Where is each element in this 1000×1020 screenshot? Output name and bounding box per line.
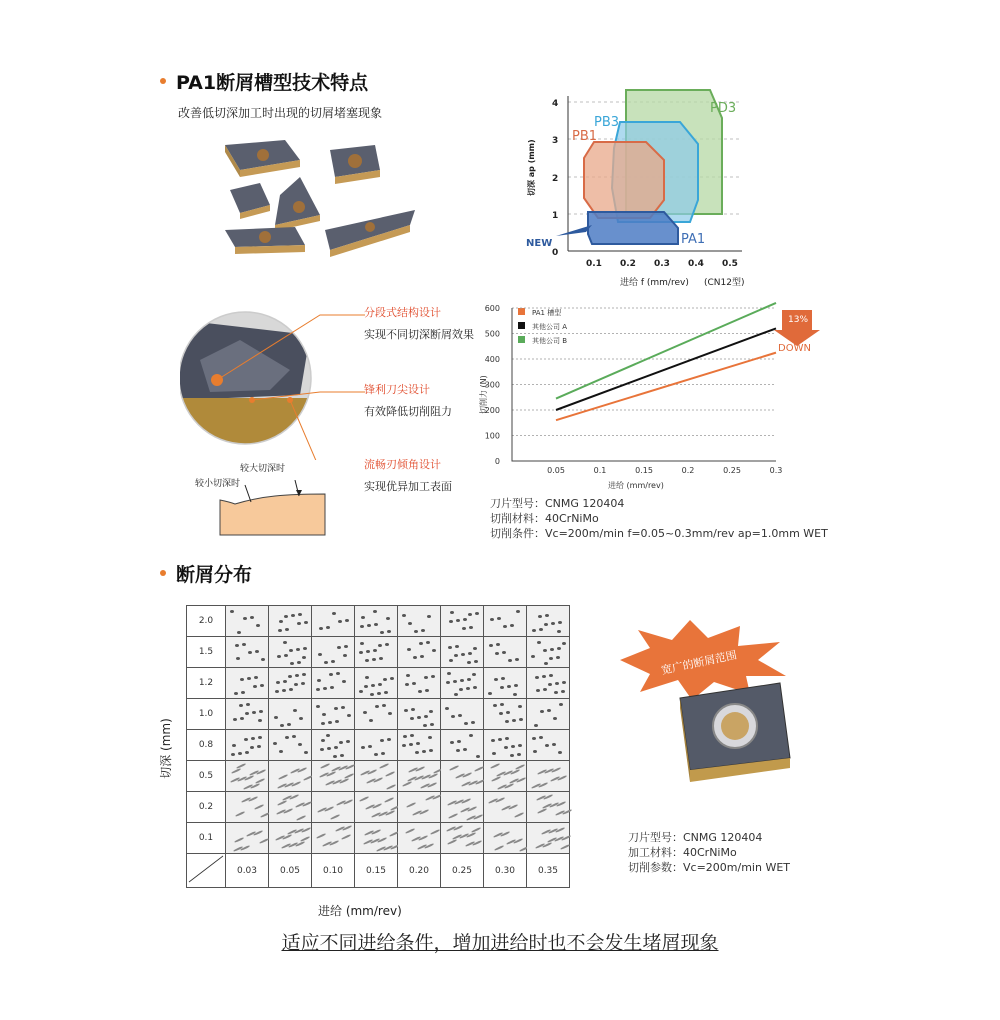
label-large-depth: 较大切深时 (240, 464, 286, 474)
depth-label: 0.8 (187, 730, 226, 761)
chip-sample-image (441, 699, 484, 730)
label-pd3: PD3 (710, 101, 737, 116)
chip-sample-image (355, 761, 398, 792)
feed-label: 0.35 (527, 854, 570, 888)
chip-sample-image (355, 730, 398, 761)
section-subtitle: 改善低切深加工时出现的切屑堵塞现象 (178, 106, 383, 120)
footer-tagline: 适应不同进给条件，增加进给时也不会发生堵屑现象 (281, 932, 719, 954)
region-note: (CN12型) (704, 278, 745, 288)
table-row (187, 699, 570, 730)
svg-text:0.1: 0.1 (586, 259, 602, 269)
y-tick-label: 600 (484, 304, 500, 313)
svg-text:4: 4 (552, 99, 559, 109)
x-tick-label: 0.25 (723, 466, 741, 475)
chip-sample-image (398, 761, 441, 792)
chip-sample-image (226, 606, 269, 637)
svg-text:1: 1 (552, 211, 559, 221)
chip-sample-image (398, 637, 441, 668)
svg-text:0.3: 0.3 (654, 259, 670, 269)
feed-label: 0.20 (398, 854, 441, 888)
feature-1-desc: 实现不同切深断屑效果 (364, 328, 474, 341)
label-new: NEW (526, 238, 553, 249)
chip-sample-image (269, 606, 312, 637)
chip-sample-image (441, 730, 484, 761)
chip-sample-image (269, 699, 312, 730)
section-bullet (160, 570, 166, 576)
chip-sample-image (226, 792, 269, 823)
chip-sample-image (527, 668, 570, 699)
x-tick-label: 0.3 (769, 466, 783, 475)
chip-table-xlabel: 进给 (mm/rev) (318, 904, 402, 918)
feature-2-desc: 有效降低切削阻力 (364, 405, 452, 418)
feature-2-title: 锋利刀尖设计 (364, 383, 430, 396)
insert-illustration (660, 678, 800, 788)
feed-label: 0.03 (226, 854, 269, 888)
chip-sample-image (312, 761, 355, 792)
new-arrow (556, 225, 592, 236)
chip-form-table (186, 605, 570, 888)
chip-sample-image (312, 637, 355, 668)
chip-sample-image (398, 668, 441, 699)
burst-label: 宽广的断屑范围 (660, 648, 739, 678)
label-pb3: PB3 (594, 115, 620, 130)
label-pb1: PB1 (572, 129, 598, 144)
depth-label: 0.1 (187, 823, 226, 854)
chip-sample-image (269, 730, 312, 761)
svg-text:3: 3 (552, 136, 559, 146)
reduction-badge (774, 310, 820, 354)
chip-sample-image (527, 637, 570, 668)
x-tick-label: 0.05 (547, 466, 565, 475)
table-row (187, 792, 570, 823)
insert-spec: 刀片型号：CNMG 120404 加工材料：40CrNiMo 切削参数：Vc=200m/min WET (628, 831, 790, 874)
chip-sample-image (269, 637, 312, 668)
chip-sample-image (484, 606, 527, 637)
x-tick-label: 0.1 (593, 466, 607, 475)
chip-sample-image (355, 606, 398, 637)
chip-sample-image (527, 606, 570, 637)
y-tick-label: 300 (484, 380, 500, 390)
region-xlabel: 进给 f (mm/rev) (620, 278, 689, 288)
chip-table-ylabel: 切深 (mm) (158, 718, 173, 779)
feed-label: 0.10 (312, 854, 355, 888)
table-row (187, 606, 570, 637)
force-xlabel: 进给 (mm/rev) (608, 481, 664, 490)
depth-label: 1.5 (187, 637, 226, 668)
chip-sample-image (484, 792, 527, 823)
y-tick-label: 200 (484, 406, 500, 415)
chip-sample-image (312, 668, 355, 699)
table-row (187, 854, 570, 888)
feature-3-desc: 实现优异加工表面 (364, 480, 452, 493)
y-tick-label: 500 (484, 329, 500, 339)
feature-1-title: 分段式结构设计 (364, 306, 441, 319)
chip-sample-image (269, 823, 312, 854)
chip-sample-image (484, 761, 527, 792)
depth-label: 0.5 (187, 761, 226, 792)
chip-sample-image (355, 792, 398, 823)
chip-sample-image (226, 730, 269, 761)
chip-sample-image (441, 637, 484, 668)
chip-sample-image (484, 668, 527, 699)
chip-sample-image (355, 668, 398, 699)
x-tick-label: 0.15 (635, 466, 653, 475)
chip-sample-image (398, 792, 441, 823)
y-tick-label: 100 (484, 431, 500, 441)
chip-sample-image (312, 823, 355, 854)
svg-text:DOWN: DOWN (778, 343, 811, 354)
chip-sample-image (312, 606, 355, 637)
chip-sample-image (527, 792, 570, 823)
application-region-chart (520, 88, 770, 290)
chip-sample-image (226, 637, 269, 668)
table-row (187, 637, 570, 668)
svg-text:0.5: 0.5 (722, 259, 738, 269)
chip-sample-image (312, 730, 355, 761)
chip-sample-image (355, 823, 398, 854)
region-ylabel: 切深 ap (mm) (527, 139, 536, 196)
region-pb1 (584, 142, 664, 218)
feed-label: 0.25 (441, 854, 484, 888)
svg-text:0.2: 0.2 (620, 259, 636, 269)
x-tick-label: 0.2 (681, 466, 695, 475)
chip-sample-image (398, 606, 441, 637)
chip-sample-image (312, 792, 355, 823)
svg-text:0.4: 0.4 (688, 259, 704, 269)
cutting-force-chart (470, 296, 830, 491)
cut-depth-illustration (215, 480, 335, 540)
table-row (187, 761, 570, 792)
chip-sample-image (312, 699, 355, 730)
section-title: 断屑分布 (176, 564, 253, 586)
svg-text:0: 0 (552, 248, 559, 258)
chip-sample-image (355, 699, 398, 730)
chip-sample-image (226, 699, 269, 730)
y-tick-label: 400 (484, 355, 500, 364)
force-legend (518, 308, 567, 345)
chip-sample-image (527, 699, 570, 730)
label-pa1: PA1 (681, 232, 706, 247)
chip-sample-image (441, 792, 484, 823)
chip-sample-image (441, 761, 484, 792)
table-row (187, 823, 570, 854)
force-spec: 刀片型号：CNMG 120404 切削材料：40CrNiMo 切削条件：Vc=200m/min f=0.05~0.3mm/rev ap=1.0mm WET (490, 497, 828, 540)
table-row (187, 668, 570, 699)
depth-label: 0.2 (187, 792, 226, 823)
svg-text:2: 2 (552, 174, 559, 184)
feed-label: 0.30 (484, 854, 527, 888)
chip-sample-image (398, 699, 441, 730)
chip-sample-image (484, 730, 527, 761)
chip-sample-image (269, 761, 312, 792)
legend-a: 其他公司 A (532, 323, 568, 331)
force-ylabel: 切削力 (N) (479, 375, 488, 414)
depth-label: 1.2 (187, 668, 226, 699)
series-line-1 (556, 328, 776, 410)
chip-sample-image (269, 792, 312, 823)
feed-label: 0.05 (269, 854, 312, 888)
chip-sample-image (484, 699, 527, 730)
inserts-illustration (215, 135, 435, 265)
region-pa1 (588, 212, 678, 244)
table-row (187, 730, 570, 761)
chip-sample-image (398, 823, 441, 854)
chip-sample-image (441, 823, 484, 854)
chip-sample-image (527, 761, 570, 792)
chip-sample-image (226, 761, 269, 792)
depth-label: 2.0 (187, 606, 226, 637)
corner-cell (187, 854, 226, 888)
chip-sample-image (484, 823, 527, 854)
legend-b: 其他公司 B (532, 337, 568, 345)
chip-sample-image (269, 668, 312, 699)
svg-text:13%: 13% (788, 315, 809, 325)
edge-closeup-illustration (180, 300, 500, 460)
chip-sample-image (226, 823, 269, 854)
chip-sample-image (441, 606, 484, 637)
label-small-depth: 较小切深时 (195, 479, 241, 489)
chip-sample-image (527, 730, 570, 761)
feed-label: 0.15 (355, 854, 398, 888)
section-title: PA1断屑槽型技术特点 (176, 72, 369, 94)
legend-pa1: PA1 槽型 (532, 309, 562, 317)
chip-sample-image (527, 823, 570, 854)
chip-sample-image (226, 668, 269, 699)
y-tick-label: 0 (494, 457, 500, 466)
depth-label: 1.0 (187, 699, 226, 730)
section-bullet (160, 78, 166, 84)
chip-sample-image (441, 668, 484, 699)
chip-sample-image (355, 637, 398, 668)
feature-3-title: 流畅刃倾角设计 (364, 458, 441, 471)
chip-sample-image (484, 637, 527, 668)
chip-sample-image (398, 730, 441, 761)
